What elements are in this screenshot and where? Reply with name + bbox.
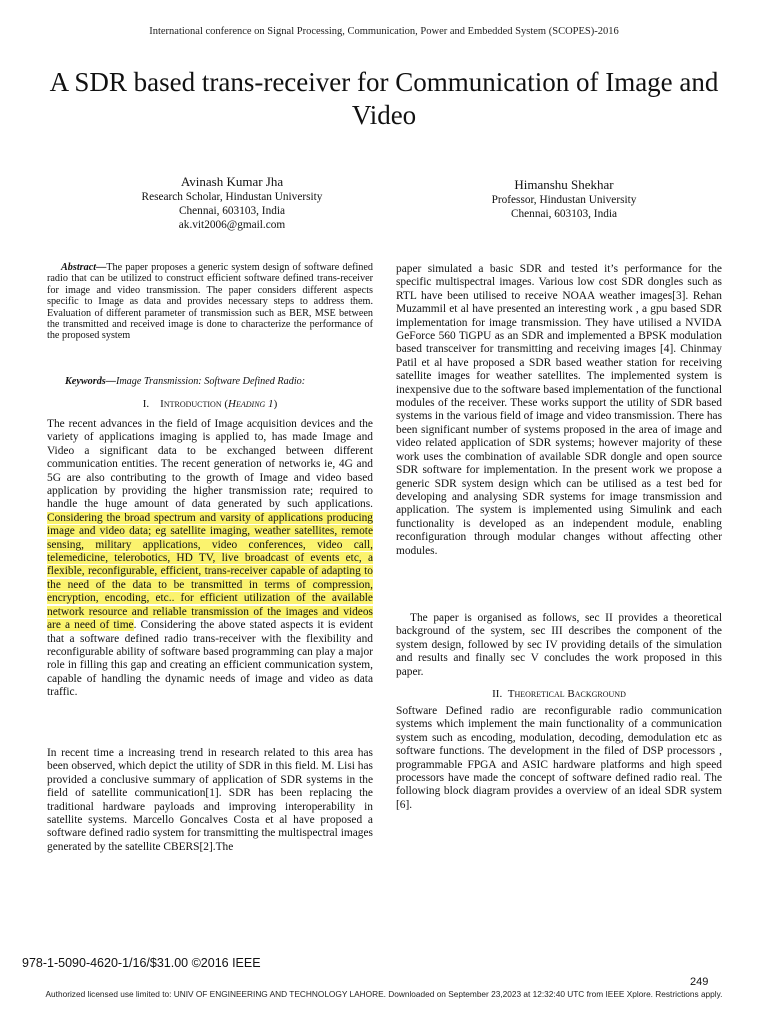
section-title: Introduction ( — [160, 398, 229, 410]
section-number: I. — [142, 398, 150, 410]
background-paragraph-1: Software Defined radio are reconfigurable radio communication systems which implement the main functionality of a communication system such as encoding, modulation, decoding, demodulation etc as software functions. The development in the filed of DSP processors , programmable FPGA and ASIC hardware platforms and high speed processors have made the concept of software defined radio real. The following block diagram provides a overview of an ideal SDR system [6]. — [396, 705, 722, 811]
author-name: Avinash Kumar Jha — [180, 174, 284, 189]
intro-paragraph-1 — [47, 418, 373, 700]
abstract — [47, 262, 373, 342]
author-name: Himanshu Shekhar — [514, 177, 614, 192]
intro-paragraph-4: The paper is organised as follows, sec II provides a theoretical background of the system, sec III describes the component of the system design, followed by sec IV providing details of the simulation and results and finally sec V concludes the work proposed in this paper. — [396, 612, 722, 678]
page-number: 249 — [690, 976, 709, 988]
section-title-close: ) — [273, 398, 278, 410]
abstract-label: Abstract — [61, 262, 97, 273]
keywords-dash: — — [105, 376, 116, 387]
paper-title: A SDR based trans-receiver for Communication of Image and Video — [49, 67, 719, 130]
abstract-text: The paper proposes a generic system design of software defined radio that can be utilized to construct efficient software defined trans-receiver for image and video transmission. The paper considers different aspects specific to Image as data and provides necessary steps to address them. Evaluation of different parameter of transmission such as BER, MSE between the transmitted and received image is done to characterize the performance of the proposed system — [47, 262, 373, 342]
intro-paragraph-3: paper simulated a basic SDR and tested it’s performance for the specific multispectral images. Various low cost SDR dongles such as RTL have been utilised to receive NOAA weather images[3]. Rehan Muzammil et al have presented an interesting work , a gpu based SDR implementation for image transmission. They have utilised a NVIDA GeForce 560 TiGPU as an SDR and implemented a BPSK modulation based transceiver for transmitting and receiving images [4]. Chinmay Patil et al have proposed a SDR based weather station for receiving satellite images for weather satellites. The implemented system is inexpensive due to the software based implementation of the functional modules of the receiver. These works support the utility of SDR based systems in the various field of image and video transmission. There has been significant number of systems proposed in the area of image and video related application of SDR systems; however majority of these work uses the combination of available SDR dongle and open source SDR software for implementation. In the present work we propose a generic SDR system design which can be utilised as a test bed for developing and analysing SDR systems for image transmission and application. The system is implemented using Simulink and each functionality is developed as an independent module, enabling reconfiguration through modular changes without affecting other modules. — [396, 263, 722, 557]
isbn-copyright: 978-1-5090-4620-1/16/$31.00 ©2016 IEEE — [22, 956, 261, 970]
conference-header: International conference on Signal Processing, Communication, Power and Embedded System (SCOPES)-2016 — [149, 26, 619, 37]
section-title-italic: Heading 1 — [228, 398, 274, 410]
keywords-text: Image Transmission: Software Defined Radio: — [115, 376, 306, 387]
author-block-1 — [82, 173, 382, 232]
author-address: Chennai, 603103, India — [510, 208, 618, 220]
author-affiliation: Research Scholar, Hindustan University — [141, 191, 323, 203]
intro-paragraph-2: In recent time a increasing trend in research related to this area has been observed, which depict the utility of SDR in this field. M. Lisi has provided a conclusive summary of application of SDR systems in the field of satellite communication[1]. SDR has been replacing the traditional hardware payloads and improving interoperability in satellite systems. Marcello Goncalves Costa et al have proposed a software defined radio system for transmitting the multispectral images generated by the satellite CBERS[2].The — [47, 747, 373, 853]
section-number: II. — [492, 688, 503, 700]
abstract-dash: — — [96, 262, 107, 273]
section-heading-theoretical-background — [396, 687, 722, 701]
section-heading-introduction — [47, 397, 373, 411]
section-title: Theoretical Background — [507, 688, 626, 700]
highlighted-passage: Considering the broad spectrum and varsity of applications producing image and video data; eg satellite imaging, weather satellites, remote sensing, military applications, video conferences, video call, telemedicine, telerobotics, HD TV, live broadcast of events etc, a flexible, reconfigurable, efficient, trans-receiver capable of adapting to the need of the data to be transmitted in terms of compression, encryption, encoding, etc.. for efficient utilization of the available network resource and reliable transmission of the images and videos are a need of time — [47, 511, 373, 632]
author-block-2 — [414, 176, 714, 221]
author-affiliation: Professor, Hindustan University — [491, 194, 637, 206]
paragraph-text: The recent advances in the field of Image acquisition devices and the variety of applications imaging is applied to, has made Image and Video a significant data to be exchanged between different communication entities. The recent generation of networks ie, 4G and 5G are also contributing to the growth of Image and video based application by providing the higher transmission rate; required to handle the huge amount of data generated by such applications. — [47, 418, 373, 511]
license-footer: Authorized licensed use limited to: UNIV OF ENGINEERING AND TECHNOLOGY LAHORE. Downloaded on September 23,2023 at 12:32:40 UTC from IEEE Xplore. Restrictions apply. — [45, 989, 723, 999]
author-address: Chennai, 603103, India — [178, 205, 286, 217]
keywords-label: Keywords — [65, 376, 106, 387]
paragraph-text: . Considering the above stated aspects it is evident that a software defined radio trans-receiver with the flexibility and reconfigurable ability of software based programming can play a major role in filling this gap and creating an efficient communication system, capable of handling the dynamic needs of image and video as data traffic. — [47, 619, 373, 699]
keywords — [47, 376, 373, 388]
author-email[interactable]: ak.vit2006@gmail.com — [178, 219, 286, 231]
